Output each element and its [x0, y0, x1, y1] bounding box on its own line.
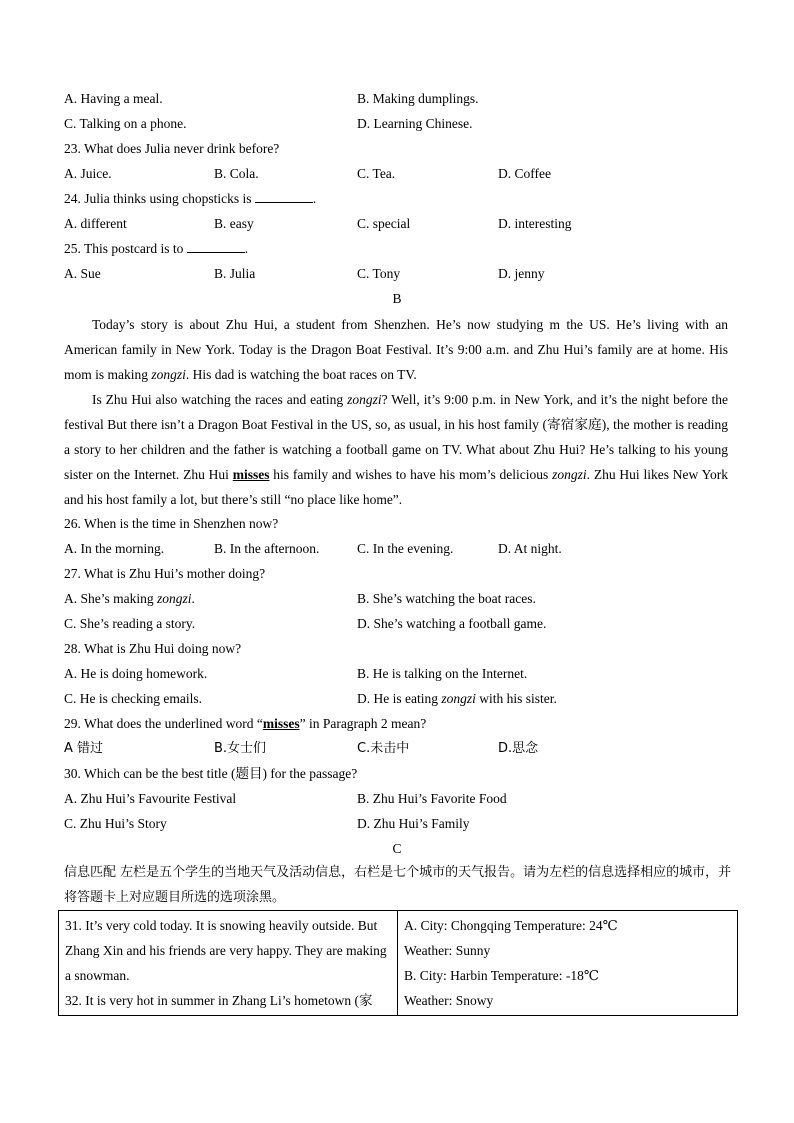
q24-options [64, 215, 744, 233]
q27-option-b: B. She’s watching the boat races. [357, 591, 536, 606]
student-info-cell [59, 911, 398, 1016]
q22-options-row-1 [64, 90, 744, 108]
q26-option-c: C. In the evening. [357, 541, 454, 556]
q27-options-row-1 [64, 590, 744, 608]
q22-option-c: C. Talking on a phone. [64, 116, 187, 131]
underlined-word: misses [232, 467, 270, 482]
q27-option-d: D. She’s watching a football game. [357, 616, 547, 631]
q30-option-a: A. Zhu Hui’s Favourite Festival [64, 791, 237, 806]
q25-option-d: D. jenny [498, 266, 545, 281]
city-a: A. City: Chongqing Temperature: 24℃ [404, 918, 618, 933]
q27-option-c: C. She’s reading a story. [64, 616, 196, 631]
matching-table [58, 910, 738, 1016]
q23-option-b: B. Cola. [214, 166, 259, 181]
q30-stem: 30. Which can be the best title (题目) for the passage? [64, 766, 358, 781]
passage-b-paragraph-2: Is Zhu Hui also watching the races and eating zongzi? Well, it’s 9:00 p.m. in New York, and it’s the night before the festival But there isn’t a Dragon Boat Festival in the US, so, as usual, in his host family (寄宿家庭), the mother is reading a story to her children and the father is watching a football game on TV. What about Zhu Hui? He’s talking to his young sister on the Internet. Zhu Hui misses his family and wishes to have his mom’s delicious zongzi. Zhu Hui likes New York and his host family a lot, but there’s still “no place like home”. [64, 392, 728, 507]
q24-option-c: C. special [357, 216, 411, 231]
q23-options [64, 165, 744, 183]
q23-option-c: C. Tea. [357, 166, 396, 181]
q24-option-b: B. easy [214, 216, 254, 231]
section-b-heading: B [392, 291, 402, 306]
q26-option-a: A. In the morning. [64, 541, 165, 556]
q30-option-b: B. Zhu Hui’s Favorite Food [357, 791, 507, 806]
q26-options [64, 540, 744, 558]
q27-stem: 27. What is Zhu Hui’s mother doing? [64, 566, 266, 581]
q24-option-a: A. different [64, 216, 127, 231]
section-c-instruction: 信息匹配 左栏是五个学生的当地天气及活动信息，右栏是七个城市的天气报告。请为左栏的信息选择相应的城市，并将答题卡上对应题目所选的选项涂黑。 [64, 865, 732, 905]
q23-option-d: D. Coffee [498, 166, 551, 181]
city-a-weather: Weather: Sunny [404, 943, 491, 958]
answer-blank [187, 240, 245, 253]
q31-text: 31. It’s very cold today. It is snowing heavily outside. But Zhang Xin and his friends are very happy. They are making a snowman. [65, 918, 387, 983]
underlined-word: misses [262, 716, 300, 731]
q22-option-a: A. Having a meal. [64, 91, 163, 106]
table-row [59, 911, 738, 1016]
city-b: B. City: Harbin Temperature: -18℃ [404, 968, 599, 983]
q30-options-row-1 [64, 790, 744, 808]
q28-option-c: C. He is checking emails. [64, 691, 202, 706]
q29-stem: 29. What does the underlined word “misses” in Paragraph 2 mean? [64, 716, 427, 731]
q28-stem: 28. What is Zhu Hui doing now? [64, 641, 242, 656]
q25-options [64, 265, 744, 283]
q29-options [64, 740, 744, 758]
q30-option-d: D. Zhu Hui’s Family [357, 816, 470, 831]
answer-blank [255, 190, 313, 203]
q25-option-c: C. Tony [357, 266, 401, 281]
q24-option-d: D. interesting [498, 216, 572, 231]
passage-b-paragraph-1: Today’s story is about Zhu Hui, a student from Shenzhen. He’s now studying m the US. He’s living with an American family in New York. Today is the Dragon Boat Festival. It’s 9:00 a.m. and Zhu Hui’s family are at home. His mom is making zongzi. His dad is watching the boat races on TV. [64, 317, 728, 382]
q24-stem: 24. Julia thinks using chopsticks is . [64, 191, 317, 206]
q30-options-row-2 [64, 815, 744, 833]
q32-text: 32. It is very hot in summer in Zhang Li’s hometown (家 [65, 993, 373, 1008]
q27-options-row-2 [64, 615, 744, 633]
q22-option-b: B. Making dumplings. [357, 91, 479, 106]
q28-option-d: D. He is eating zongzi with his sister. [357, 691, 557, 706]
q22-option-d: D. Learning Chinese. [357, 116, 473, 131]
section-c-heading: C [392, 841, 402, 856]
q26-option-d: D. At night. [498, 541, 562, 556]
q29-option-b: B.女士们 [214, 741, 267, 756]
q22-options-row-2 [64, 115, 744, 133]
q28-option-b: B. He is talking on the Internet. [357, 666, 528, 681]
q23-option-a: A. Juice. [64, 166, 112, 181]
city-b-weather: Weather: Snowy [404, 993, 494, 1008]
q28-option-a: A. He is doing homework. [64, 666, 208, 681]
q29-option-a: A 错过 [64, 741, 104, 756]
q29-option-d: D.思念 [498, 741, 539, 756]
q30-option-c: C. Zhu Hui’s Story [64, 816, 167, 831]
q26-option-b: B. In the afternoon. [214, 541, 320, 556]
q26-stem: 26. When is the time in Shenzhen now? [64, 516, 279, 531]
q27-option-a: A. She’s making zongzi. [64, 591, 195, 606]
q28-options-row-2 [64, 690, 744, 708]
q23-stem: 23. What does Julia never drink before? [64, 141, 280, 156]
q25-option-a: A. Sue [64, 266, 101, 281]
q25-option-b: B. Julia [214, 266, 256, 281]
q29-option-c: C.未击中 [357, 741, 410, 756]
q28-options-row-1 [64, 665, 744, 683]
city-report-cell [398, 911, 738, 1016]
q25-stem: 25. This postcard is to . [64, 241, 249, 256]
